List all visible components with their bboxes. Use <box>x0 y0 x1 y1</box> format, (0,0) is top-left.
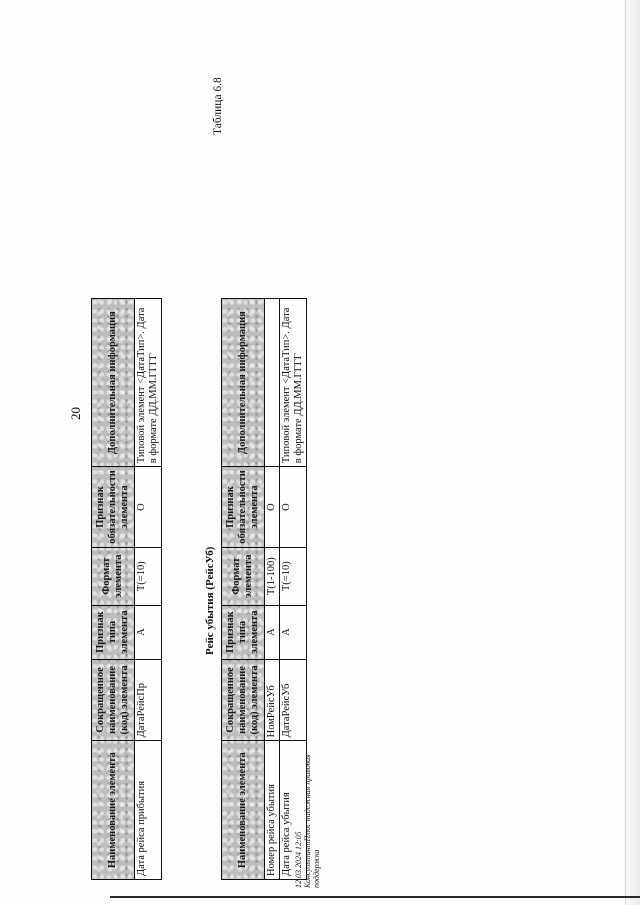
header-cell: Дополнительная информация <box>222 299 265 467</box>
cell-type: А <box>265 605 280 659</box>
header-cell: Наименование элемента <box>92 741 135 880</box>
cell-type: А <box>135 605 162 659</box>
table-title: Рейс убытия (РейсУб) <box>204 546 216 655</box>
table-row <box>265 299 280 880</box>
header-cell: Сокращенное наименование (код) элемента <box>92 659 135 741</box>
header-cell: Формат элемента <box>222 547 265 605</box>
header-cell: Сокращенное наименование (код) элемента <box>222 659 265 741</box>
page-number: 20 <box>68 407 83 420</box>
rotated-content <box>68 60 321 888</box>
scan-bottom-line <box>110 896 640 898</box>
cell-info <box>265 299 280 467</box>
cell-format: Т(=10) <box>135 547 162 605</box>
cell-code: ДатаРейсУб <box>280 659 307 741</box>
cell-type: А <box>280 605 307 659</box>
header-cell: Наименование элемента <box>222 741 265 880</box>
table-caption: Таблица 6.8 <box>212 77 224 135</box>
cell-required: О <box>265 467 280 548</box>
cell-name: Номер рейса убытия <box>265 741 280 880</box>
cell-info: Типовой элемент <ДатаТип>. Дата в формате ДД.ММ.ГГГГ <box>280 299 307 467</box>
header-cell: Признак типа элемента <box>92 605 135 659</box>
cell-name: Дата рейса убытия <box>280 741 307 880</box>
header-cell: Признак обязательности элемента <box>222 467 265 548</box>
footer-stamp <box>294 748 321 888</box>
cell-info: Типовой элемент <ДатаТип>. Дата в формате ДД.ММ.ГГГГ <box>135 299 162 467</box>
table-header-row <box>222 299 265 880</box>
cell-code: НомРейсУб <box>265 659 280 741</box>
table-arrival-date <box>91 298 162 880</box>
table-row <box>135 299 162 880</box>
cell-format: Т(1-100) <box>265 547 280 605</box>
header-cell: Формат элемента <box>92 547 135 605</box>
cell-name: Дата рейса прибытия <box>135 741 162 880</box>
stamp-date: 12.03.2024 12:05 <box>294 831 303 888</box>
header-cell: Признак типа элемента <box>222 605 265 659</box>
stamp-source: КонсультантПлюс надежная правовая поддержка <box>303 754 321 888</box>
cell-format: Т(=10) <box>280 547 307 605</box>
cell-code: ДатаРейсПр <box>135 659 162 741</box>
cell-required: О <box>135 467 162 548</box>
header-cell: Признак обязательности элемента <box>92 467 135 548</box>
scan-edge <box>625 0 640 905</box>
cell-required: О <box>280 467 307 548</box>
header-cell: Дополнительная информация <box>92 299 135 467</box>
table-header-row <box>92 299 135 880</box>
